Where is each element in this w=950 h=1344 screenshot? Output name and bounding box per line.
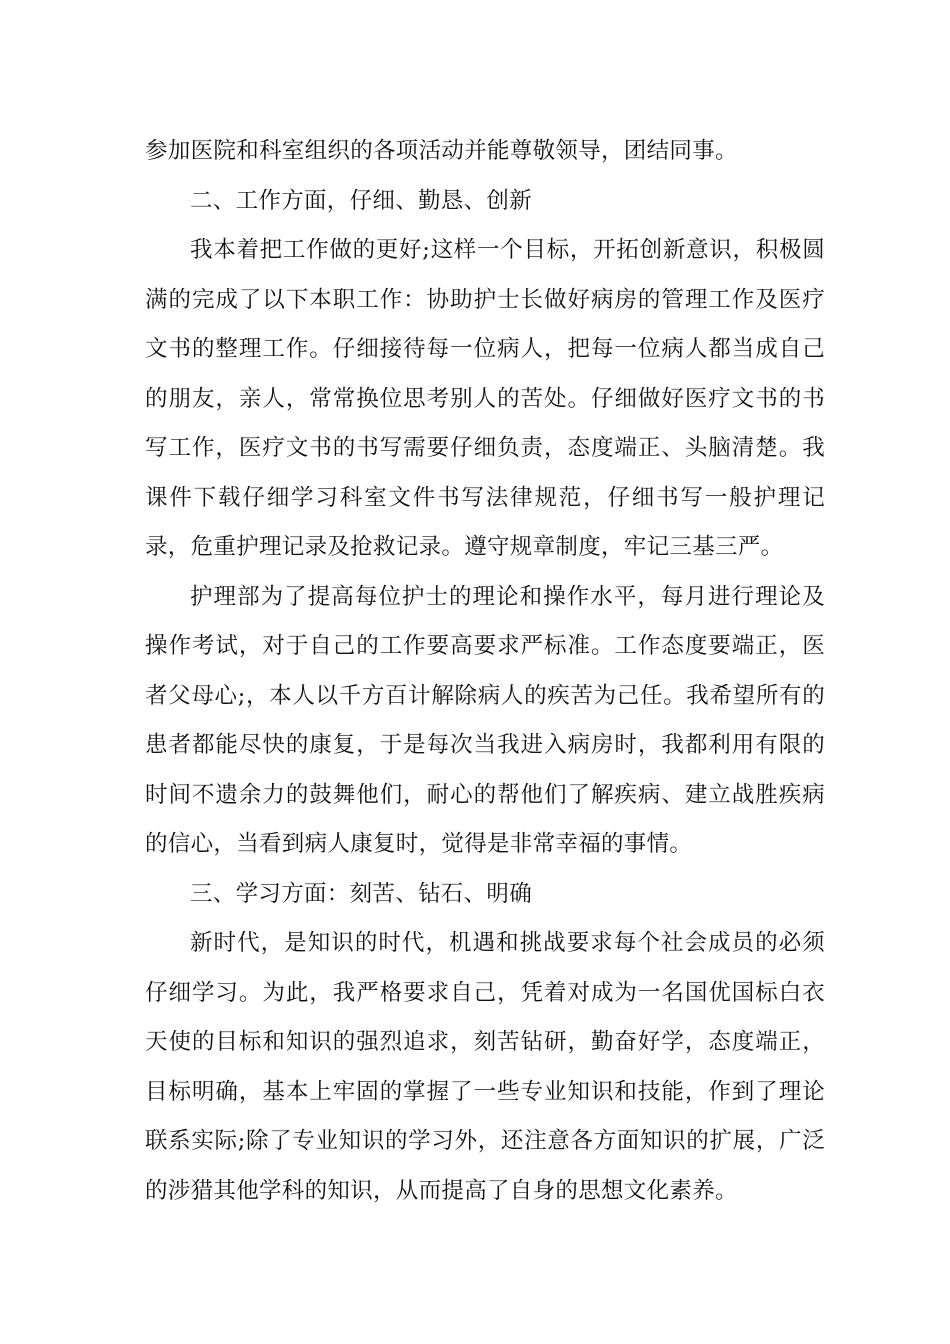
document-body <box>145 127 825 1216</box>
paragraph-nursing-exams: 护理部为了提高每位护士的理论和操作水平，每月进行理论及操作考试，对于自己的工作要高要求严标准。工作态度要端正，医者父母心;，本人以千方百计解除病人的疾苦为己任。我希望所有的患者都能尽快的康复，于是每次当我进入病房时，我都利用有限的时间不遗余力的鼓舞他们，耐心的帮他们了解疾病、建立战胜疾病的信心，当看到病人康复时，觉得是非常幸福的事情。 <box>145 583 825 857</box>
section-heading-study: 三、学习方面：刻苦、钻石、明确 <box>190 880 533 907</box>
paragraph-study: 新时代，是知识的时代，机遇和挑战要求每个社会成员的必须仔细学习。为此，我严格要求自己，凭着对成为一名国优国标白衣天使的目标和知识的强烈追求，刻苦钻研，勤奋好学，态度端正，目标明确，基本上牢固的掌握了一些专业知识和技能，作到了理论联系实际;除了专业知识的学习外，还注意各方面知识的扩展，广泛的涉猎其他学科的知识，从而提高了自身的思想文化素养。 <box>145 930 825 1204</box>
paragraph-continuation: 参加医院和科室组织的各项活动并能尊敬领导，团结同事。 <box>145 138 738 164</box>
section-heading-work: 二、工作方面，仔细、勤恳、创新 <box>190 187 533 214</box>
paragraph-work-duties: 我本着把工作做的更好;这样一个目标，开拓创新意识，积极圆满的完成了以下本职工作：协助护士长做好病房的管理工作及医疗文书的整理工作。仔细接待每一位病人，把每一位病人都当成自己的朋友，亲人，常常换位思考别人的苦处。仔细做好医疗文书的书写工作，医疗文书的书写需要仔细负责，态度端正、头脑清楚。我课件下载仔细学习科室文件书写法律规范，仔细书写一般护理记录，危重护理记录及抢救记录。遵守规章制度，牢记三基三严。 <box>145 237 825 560</box>
